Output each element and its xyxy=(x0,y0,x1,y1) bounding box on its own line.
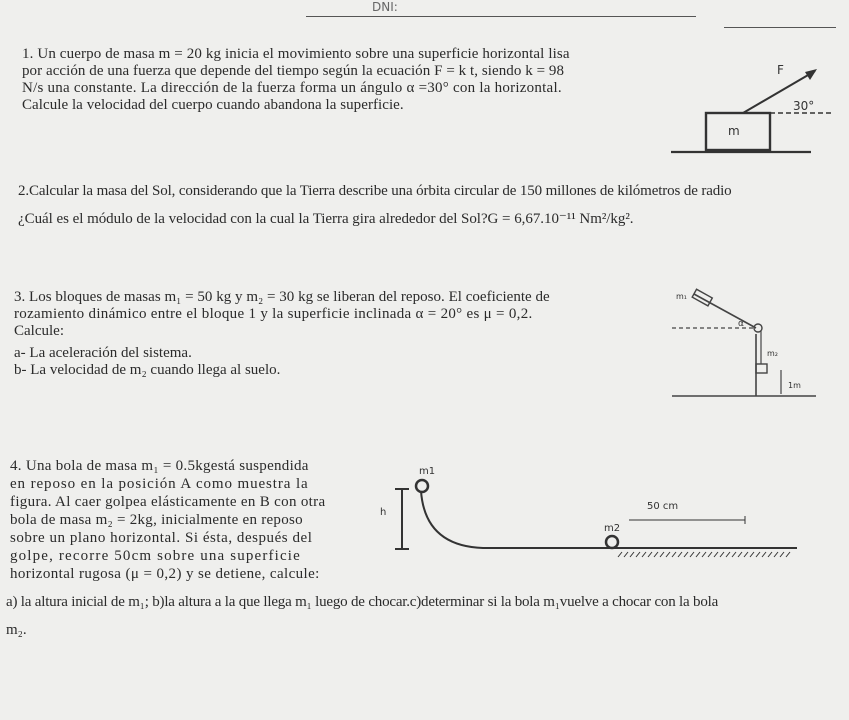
ball-m2 xyxy=(606,536,618,548)
problem-1-line: por acción de una fuerza que depende del tiempo según la ecuación F = k t, siendo k = 98 xyxy=(22,63,565,79)
alpha-label: α xyxy=(738,319,744,329)
problem-1-figure xyxy=(665,55,845,160)
problem-3-line: a- La aceleración del sistema. xyxy=(14,345,192,361)
problem-4-line: 4. Una bola de masa m₁ = 0.5kgestá suspendida xyxy=(10,458,309,474)
block-m2 xyxy=(756,364,767,373)
m2-label: m₂ xyxy=(767,349,778,358)
force-label: F xyxy=(777,63,784,77)
problem-2-line: ¿Cuál es el módulo de la velocidad con la cual la Tierra gira alrededor del Sol?G = 6,67.10⁻¹¹ Nm²/kg². xyxy=(18,211,634,227)
problem-3-figure xyxy=(660,282,820,407)
problem-4-line: golpe, recorre 50cm sobre una superficie xyxy=(10,548,301,564)
incline-surface xyxy=(694,294,756,328)
angle-label: 30° xyxy=(793,99,815,113)
force-arrowhead xyxy=(805,69,817,80)
problem-3-line: 3. Los bloques de masas m₁ = 50 kg y m₂ = 30 kg se liberan del reposo. El coeficiente de xyxy=(14,289,550,305)
problem-4-line: a) la altura inicial de m₁; b)la altura a la que llega m₁ luego de chocar.c)determinar si la bola m₁vuelve a chocar con la bola xyxy=(6,594,719,610)
problem-4-line: m₂. xyxy=(6,622,27,638)
problem-1-line: 1. Un cuerpo de masa m = 20 kg inicia el movimiento sobre una superficie horizontal lisa xyxy=(22,46,570,62)
problem-4-line: sobre un plano horizontal. Si ésta, después del xyxy=(10,530,313,546)
m1-label: m₁ xyxy=(676,292,687,301)
distance-label: 50 cm xyxy=(647,501,679,512)
header-dni-line xyxy=(306,16,696,17)
problem-4-line: en reposo en la posición A como muestra la xyxy=(10,476,309,492)
problem-4-line: bola de masa m₂ = 2kg, inicialmente en reposo xyxy=(10,512,303,528)
problem-3-line: rozamiento dinámico entre el bloque 1 y la superficie inclinada α = 20° es μ = 0,2. xyxy=(14,306,533,322)
m2-label: m2 xyxy=(604,523,621,534)
header-blank-line xyxy=(724,27,836,28)
problem-4-figure xyxy=(375,460,815,570)
m1-label: m1 xyxy=(419,466,436,477)
h-label: h xyxy=(380,507,387,518)
ball-m1 xyxy=(416,480,428,492)
mass-label: m xyxy=(728,124,740,138)
problem-2-line: 2.Calcular la masa del Sol, considerando que la Tierra describe una órbita circular de 150 millones de kilómetros de radio xyxy=(18,183,732,199)
problem-3-line: Calcule: xyxy=(14,323,64,339)
problem-4-line: figura. Al caer golpea elásticamente en B con otra xyxy=(10,494,326,510)
height-label: 1m xyxy=(788,381,801,390)
block-m1 xyxy=(692,289,712,306)
problem-1-line: N/s una constante. La dirección de la fuerza forma un ángulo α =30° con la horizontal. xyxy=(22,80,562,96)
dni-label: DNI: xyxy=(372,0,398,14)
problem-3-line: b- La velocidad de m₂ cuando llega al suelo. xyxy=(14,362,281,378)
problem-4-line: horizontal rugosa (μ = 0,2) y se detiene, calcule: xyxy=(10,566,320,582)
problem-1-line: Calcule la velocidad del cuerpo cuando abandona la superficie. xyxy=(22,97,404,113)
rough-surface-hatch xyxy=(618,552,790,557)
